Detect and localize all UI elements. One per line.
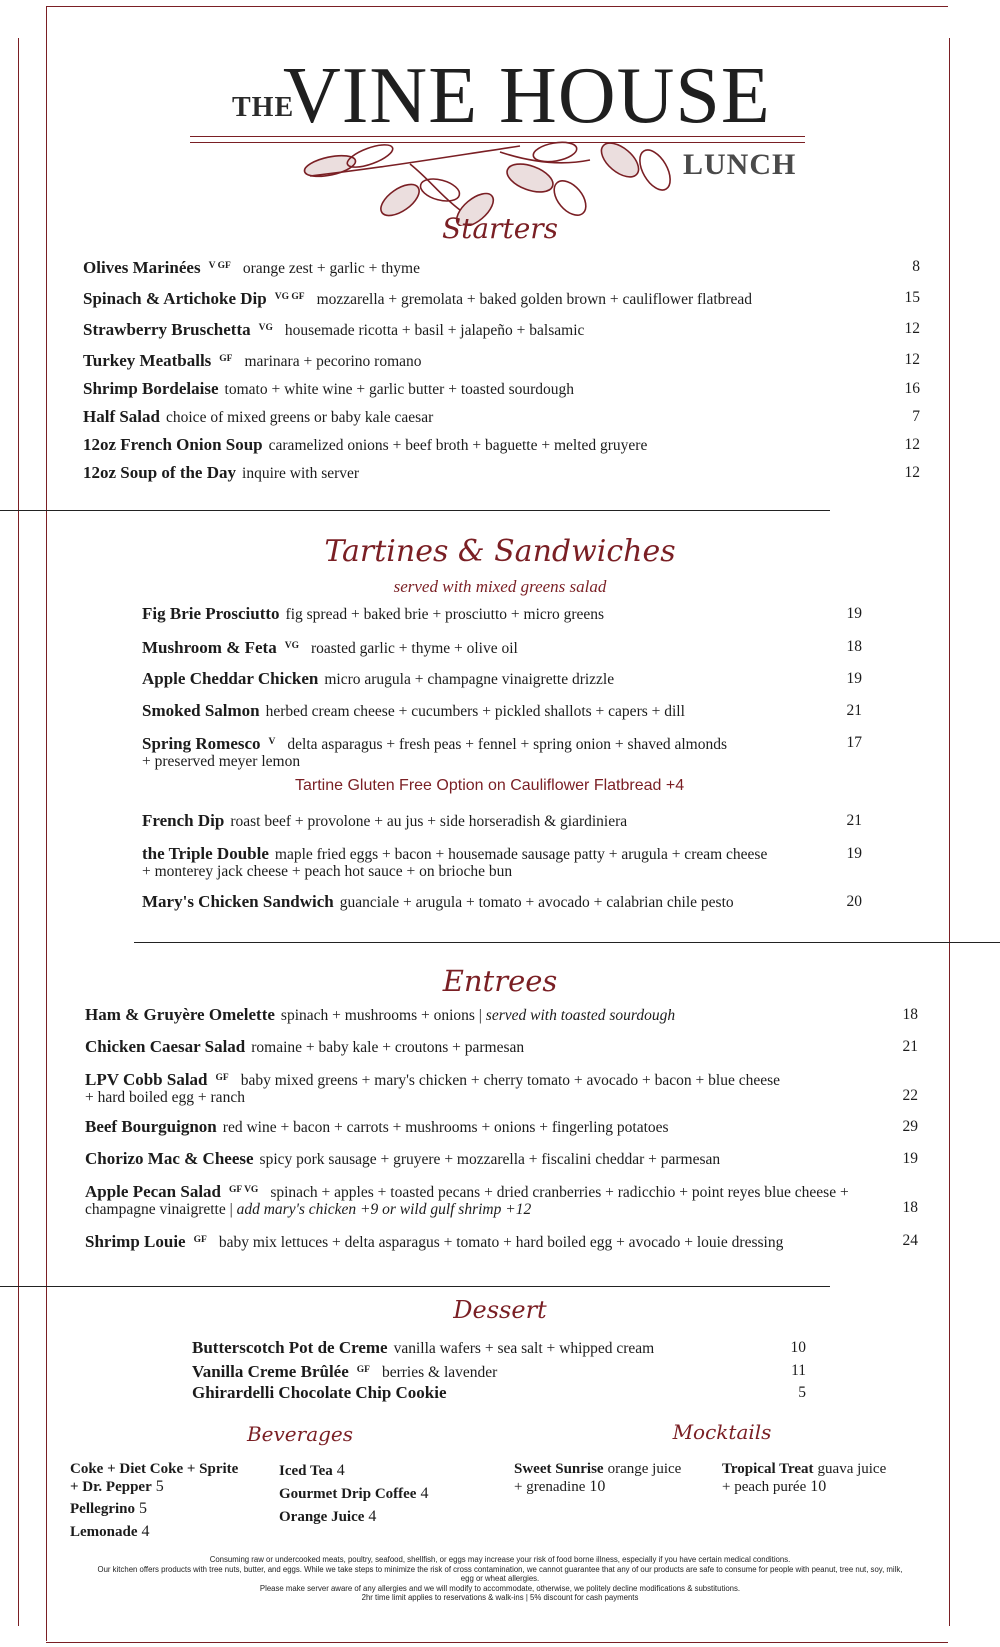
item-name: Smoked Salmon [142, 701, 260, 720]
item-description: maple fried eggs + bacon + housemade sausage patty + arugula + cream cheese [274, 846, 768, 863]
mocktail-price: 10 [589, 1478, 606, 1495]
gluten-free-note: Tartine Gluten Free Option on Cauliflower Flatbread +4 [295, 777, 685, 794]
item-name: Apple Pecan Salad [85, 1182, 222, 1201]
item-description: roast beef + provolone + au jus + side horseradish & giardiniera [230, 813, 628, 830]
item-description: fig spread + baked brie + prosciutto + micro greens [285, 606, 605, 623]
item-price: 16 [904, 380, 920, 397]
legal-line-5: 2hr time limit applies to reservations & walk-ins | 5% discount for cash payments [361, 1593, 639, 1602]
dietary-tag: V [268, 737, 276, 747]
beverage-item [279, 1462, 345, 1480]
item-description: tomato + white wine + garlic butter + toasted sourdough [224, 381, 575, 398]
item-name: Turkey Meatballs [83, 351, 212, 370]
item-description: red wine + bacon + carrots + mushrooms + onions + fingerling potatoes [222, 1119, 669, 1136]
beverage-name: Iced Tea [279, 1463, 333, 1479]
item-description: micro arugula + champagne vinaigrette drizzle [324, 671, 615, 688]
item-description: herbed cream cheese + cucumbers + pickled shallots + capers + dill [265, 703, 685, 720]
item-price: 11 [791, 1362, 806, 1379]
menu-item [85, 1150, 720, 1168]
item-price: 12 [904, 436, 920, 453]
legal-notice [40, 1555, 960, 1603]
menu-item [85, 1006, 675, 1024]
dietary-tag: VG [284, 641, 299, 651]
item-name: Spinach & Artichoke Dip [83, 289, 267, 308]
item-description: mozzarella + gremolata + baked golden brown + cauliflower flatbread [316, 291, 753, 308]
beverage-item [279, 1485, 428, 1503]
mocktail-description-cont: + grenadine [514, 1479, 586, 1495]
item-description-line-2 [85, 1089, 780, 1106]
beverage-price: 4 [141, 1523, 150, 1540]
item-description: vanilla wafers + sea salt + whipped cream [393, 1340, 655, 1357]
item-description-cont: + preserved meyer lemon [142, 753, 301, 770]
mocktails-title: Mocktails [672, 1420, 772, 1444]
legal-line-4: Please make server aware of any allergies and we will modify to accommodate, otherwise, we politely decline modifications & substitutions. [259, 1583, 741, 1593]
item-description: roasted garlic + thyme + olive oil [310, 640, 518, 657]
item-name: Olives Marinées [83, 258, 201, 277]
beverage-price: 5 [155, 1478, 164, 1495]
tartines-subtitle: served with mixed greens salad [393, 577, 607, 596]
menu-item [83, 320, 584, 339]
logo-the: THE [232, 92, 295, 123]
dietary-tag: VG [258, 323, 273, 333]
dietary-tag: GF [219, 354, 233, 364]
item-description: orange zest + garlic + thyme [242, 260, 420, 277]
menu-item [142, 702, 685, 720]
legal-line-3: egg or wheat allergies. [460, 1574, 540, 1583]
item-price: 19 [846, 670, 862, 687]
menu-item [192, 1384, 447, 1402]
menu-item [85, 1182, 849, 1218]
item-description-cont: + hard boiled egg + ranch [85, 1089, 245, 1106]
beverage-name: Lemonade [70, 1524, 138, 1540]
item-price: 17 [846, 734, 862, 751]
item-description-line-2 [142, 863, 767, 880]
item-description-line-2 [142, 753, 727, 770]
mocktail-price: 10 [810, 1478, 827, 1495]
item-description-cont: champagne vinaigrette | [85, 1201, 237, 1218]
item-price: 19 [902, 1150, 918, 1167]
beverage-name-cont: + Dr. Pepper [70, 1479, 152, 1495]
item-price: 12 [904, 351, 920, 368]
item-price: 19 [846, 845, 862, 862]
item-description-note: served with toasted sourdough [485, 1007, 676, 1024]
mocktail-name: Sweet Sunrise [514, 1461, 604, 1477]
dietary-tag: GF [215, 1073, 229, 1083]
item-name: Half Salad [83, 407, 160, 426]
item-description: guanciale + arugula + tomato + avocado + calabrian chile pesto [339, 894, 734, 911]
menu-item [85, 1232, 783, 1251]
item-name: Vanilla Creme Brûlée [192, 1362, 349, 1381]
item-price: 21 [846, 702, 862, 719]
menu-item [142, 734, 727, 770]
item-name: LPV Cobb Salad [85, 1070, 208, 1089]
item-description-line-2 [85, 1201, 849, 1218]
item-name: Shrimp Bordelaise [83, 379, 219, 398]
beverage-price: 5 [138, 1500, 147, 1517]
beverage-price: 4 [420, 1485, 429, 1502]
item-description: inquire with server [242, 465, 360, 482]
item-description: choice of mixed greens or baby kale caesar [166, 409, 434, 426]
item-description: housemade ricotta + basil + jalapeño + balsamic [284, 322, 585, 339]
item-name: French Dip [142, 811, 225, 830]
menu-item [83, 351, 422, 370]
item-price: 21 [902, 1038, 918, 1055]
divider-tartines [134, 942, 1000, 943]
mocktail-description-cont: + peach purée [722, 1479, 807, 1495]
menu-item [83, 436, 647, 454]
item-price: 18 [902, 1006, 918, 1023]
item-name: 12oz French Onion Soup [83, 435, 263, 454]
item-price: 19 [846, 605, 862, 622]
item-price: 21 [846, 812, 862, 829]
item-name: Beef Bourguignon [85, 1117, 217, 1136]
item-name: 12oz Soup of the Day [83, 463, 237, 482]
item-name: Shrimp Louie [85, 1232, 186, 1251]
item-price: 7 [912, 408, 920, 425]
item-description: spinach + mushrooms + onions | [280, 1007, 486, 1024]
item-price: 8 [912, 258, 920, 275]
item-description: baby mixed greens + mary's chicken + cherry tomato + avocado + bacon + blue cheese [240, 1072, 781, 1089]
legal-line-2: Our kitchen offers products with tree nuts, butter, and eggs. While we take steps to minimize the risk of cross contamination, we cannot guarantee that any of our products are safe to consume for people with peanut, tree nut, soy, milk, [97, 1564, 903, 1574]
beverage-name: Coke + Diet Coke + Sprite [70, 1461, 239, 1477]
item-addon-note: add mary's chicken +9 or wild gulf shrimp +12 [236, 1201, 532, 1218]
menu-item [83, 464, 359, 482]
dietary-tag: GF [193, 1235, 207, 1245]
logo-underline [190, 136, 805, 137]
menu-item [83, 380, 574, 398]
beverage-name: Orange Juice [279, 1509, 365, 1525]
item-price: 5 [798, 1384, 806, 1401]
beverage-price: 4 [336, 1462, 345, 1479]
item-price: 20 [846, 893, 862, 910]
beverage-name: Pellegrino [70, 1501, 135, 1517]
mocktail-name: Tropical Treat [722, 1461, 814, 1477]
tartines-title: Tartines & Sandwiches [324, 534, 676, 569]
logo-name: VINE HOUSE [283, 52, 771, 140]
item-name: Chicken Caesar Salad [85, 1037, 246, 1056]
dietary-tag: V GF [208, 261, 231, 271]
dietary-tag: GF [356, 1365, 370, 1375]
menu-item [142, 605, 604, 623]
item-name: Strawberry Bruschetta [83, 320, 251, 339]
menu-item [85, 1038, 524, 1056]
item-description: berries & lavender [381, 1364, 498, 1381]
item-price: 10 [790, 1339, 806, 1356]
item-description: spinach + apples + toasted pecans + dried cranberries + radicchio + point reyes blue cheese + [270, 1184, 849, 1201]
menu-item [83, 408, 433, 426]
menu-item [142, 812, 627, 830]
divider-entrees [0, 1286, 830, 1287]
beverages-title: Beverages [246, 1422, 354, 1446]
menu-item [85, 1118, 669, 1136]
item-price: 15 [904, 289, 920, 306]
menu-item [85, 1070, 780, 1106]
dessert-title: Dessert [453, 1296, 547, 1324]
item-description: romaine + baby kale + croutons + parmesan [251, 1039, 525, 1056]
beverage-item [70, 1523, 150, 1541]
beverage-price: 4 [368, 1508, 377, 1525]
item-price: 18 [846, 638, 862, 655]
item-description: marinara + pecorino romano [244, 353, 422, 370]
dietary-tag: VG GF [274, 292, 305, 302]
menu-type-label: LUNCH [683, 148, 797, 181]
item-name: Apple Cheddar Chicken [142, 669, 319, 688]
item-description: baby mix lettuces + delta asparagus + tomato + hard boiled egg + avocado + louie dressing [218, 1234, 784, 1251]
item-name: Ham & Gruyère Omelette [85, 1005, 275, 1024]
item-price: 22 [902, 1087, 918, 1104]
item-price: 12 [904, 464, 920, 481]
entrees-title: Entrees [442, 964, 558, 998]
item-price: 24 [902, 1232, 918, 1249]
menu-item [192, 1339, 654, 1357]
item-name: Chorizo Mac & Cheese [85, 1149, 254, 1168]
item-price: 12 [904, 320, 920, 337]
item-price: 18 [902, 1199, 918, 1216]
menu-item [83, 289, 752, 308]
item-description: spicy pork sausage + gruyere + mozzarella + fiscalini cheddar + parmesan [259, 1151, 721, 1168]
item-name: Ghirardelli Chocolate Chip Cookie [192, 1383, 447, 1402]
mocktail-item [514, 1460, 681, 1496]
item-description-cont: + monterey jack cheese + peach hot sauce + on brioche bun [142, 863, 513, 880]
beverage-item [70, 1460, 238, 1496]
item-name: Fig Brie Prosciutto [142, 604, 280, 623]
dietary-tag: GF VG [229, 1185, 259, 1195]
menu-item [142, 638, 518, 657]
divider-starters [0, 510, 830, 511]
item-name: the Triple Double [142, 844, 269, 863]
item-name: Butterscotch Pot de Creme [192, 1338, 388, 1357]
item-name: Spring Romesco [142, 734, 261, 753]
beverage-name: Gourmet Drip Coffee [279, 1486, 417, 1502]
beverage-item [70, 1500, 147, 1518]
item-name: Mary's Chicken Sandwich [142, 892, 334, 911]
item-price: 29 [902, 1118, 918, 1135]
item-description: delta asparagus + fresh peas + fennel + spring onion + shaved almonds [287, 736, 727, 753]
menu-item [192, 1362, 497, 1381]
starters-title: Starters [441, 212, 559, 245]
legal-line-1: Consuming raw or undercooked meats, poultry, seafood, shellfish, or eggs may increase your risk of food borne illness, especially if you have certain medical conditions. [209, 1555, 791, 1564]
item-name: Mushroom & Feta [142, 638, 277, 657]
menu-item [142, 670, 614, 688]
menu-item [142, 893, 734, 911]
mocktail-item [722, 1460, 886, 1496]
menu-item [142, 845, 767, 880]
mocktail-description: guava juice [817, 1461, 887, 1477]
mocktail-description: orange juice [607, 1461, 682, 1477]
item-description: caramelized onions + beef broth + baguette + melted gruyere [268, 437, 648, 454]
menu-item [83, 258, 420, 277]
beverage-item [279, 1508, 376, 1526]
